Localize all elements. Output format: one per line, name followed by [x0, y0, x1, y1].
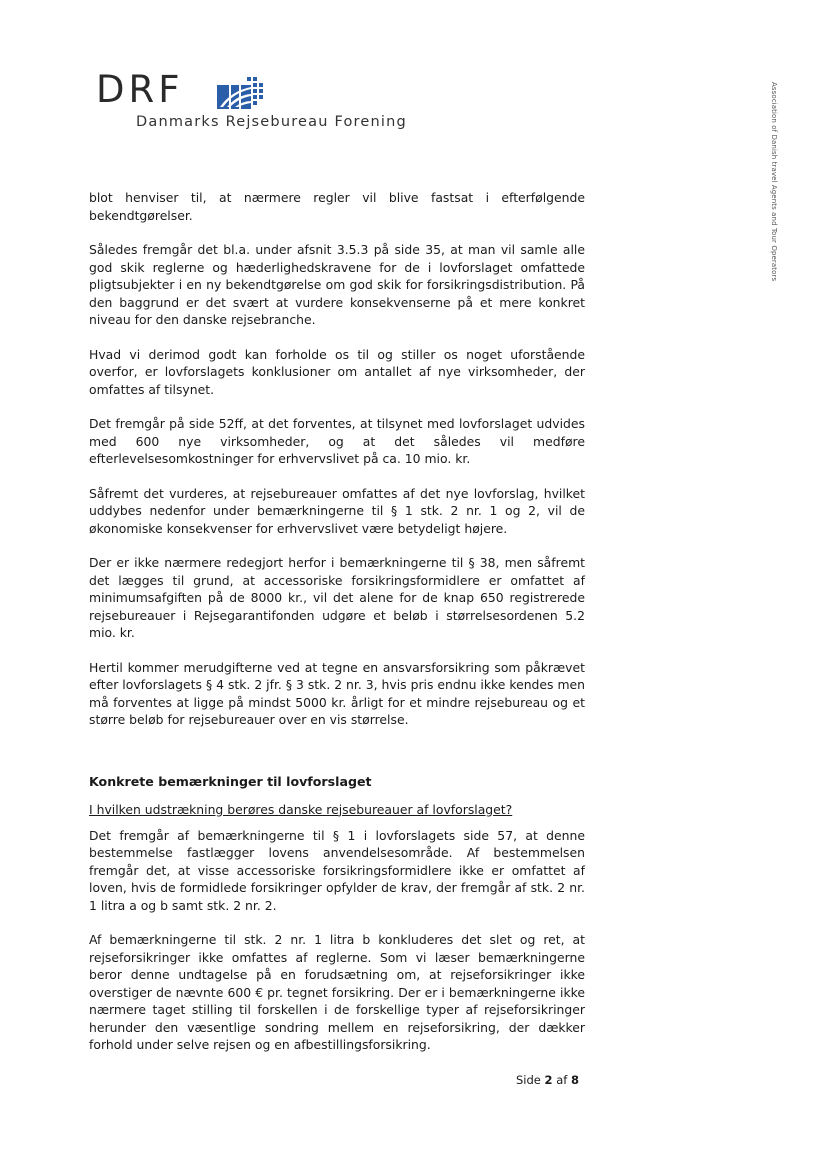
section-heading: Konkrete bemærkninger til lovforslaget [89, 773, 372, 789]
page-sep: af [552, 1073, 571, 1087]
paragraph: Af bemærkningerne til stk. 2 nr. 1 litra b konkluderes det slet og ret, at rejseforsikringer ikke omfattes af reglerne. Som vi læser bemærkningerne beror denne undtagelse på en forudsætning om, at rejseforsikringer ikke overstiger de nævnte 600 € pr. tegnet forsikring. Der er i bemærkningerne ikke nærmere taget stilling til forskellen i de forskellige typer af rejseforsikringer herunder den væsentlige sondring mellem en rejseforsikring, der dækker forhold under selve rejsen og en afbestillingsforsikring. [89, 932, 585, 1052]
paragraph: Der er ikke nærmere redegjort herfor i bemærkningerne til § 38, men såfremt det lægges til grund, at accessoriske forsikringsformidlere er omfattet af minimumsafgiften på de 8000 kr., vil det alene for de knap 650 registrerede rejsebureauer i Rejsegarantifonden udgøre et beløb i størrelsesordenen 5.2 mio. kr. [89, 555, 585, 640]
paragraph: Hertil kommer merudgifterne ved at tegne en ansvarsforsikring som påkrævet efter lovforslagets § 4 stk. 2 jfr. § 3 stk. 2 nr. 3, hvis pris endnu ikke kendes men må forventes at ligge på mindst 5000 kr. årligt for et mindre rejsebureau og et større beløb for rejsebureauer over en vis størrelse. [89, 659, 585, 727]
paragraph: blot henviser til, at nærmere regler vil blive fastsat i efterfølgende bekendtgørelser. [89, 190, 585, 223]
document-body [89, 189, 585, 1071]
section-subheading: I hvilken udstrækning berøres danske rejsebureauer af lovforslaget? [89, 801, 513, 817]
logo-subtitle: Danmarks Rejsebureau Forening [136, 114, 407, 130]
paragraph: Hvad vi derimod godt kan forholde os til og stiller os noget uforstående overfor, er lovforslagets konklusioner om antallet af nye virksomheder, der omfattes af tilsynet. [89, 346, 585, 397]
paragraph: Det fremgår på side 52ff, at det forventes, at tilsynet med lovforslaget udvides med 600 nye virksomheder, og at det således vil medføre efterlevelsesomkostninger for erhvervslivet på ca. 10 mio. kr. [89, 416, 585, 466]
paragraph: Såfremt det vurderes, at rejsebureauer omfattes af det nye lovforslag, hvilket uddybes nedenfor under bemærkningerne til § 1 stk. 2 nr. 1 og 2, vil de økonomiske konsekvenser for erhvervslivet være betydeligt højere. [89, 485, 585, 536]
paragraph: Således fremgår det bl.a. under afsnit 3.5.3 på side 35, at man vil samle alle god skik reglerne og hæderlighedskravene for de i lovforslaget omfattede pligtsubjekter i en ny bekendtgørelse om god skik for forsikringsdistribution. På den baggrund er det svært at vurdere konsekvenserne på et mere konkret niveau for den danske rejsebranche. [89, 242, 585, 327]
page-total: 8 [570, 1073, 579, 1087]
logo-letters: DRF [96, 68, 184, 111]
page-prefix: Side [516, 1073, 545, 1087]
side-association-text: Association of Danish travel Agents and Tour Operators [770, 82, 778, 282]
drf-logo [96, 68, 436, 136]
globe-grid-icon [217, 77, 263, 109]
page-number [516, 1073, 579, 1087]
paragraph: Det fremgår af bemærkningerne til § 1 i lovforslagets side 57, at denne bestemmelse fastlægger lovens anvendelsesområde. Af bestemmelsen fremgår det, at visse accessoriske forsikringsformidlere ikke er omfattet af loven, hvis de formidlede forsikringer opfylder de krav, der fremgår af stk. 2 nr. 1 litra a og b samt stk. 2 nr. 2. [89, 827, 585, 913]
page-current: 2 [544, 1073, 553, 1087]
